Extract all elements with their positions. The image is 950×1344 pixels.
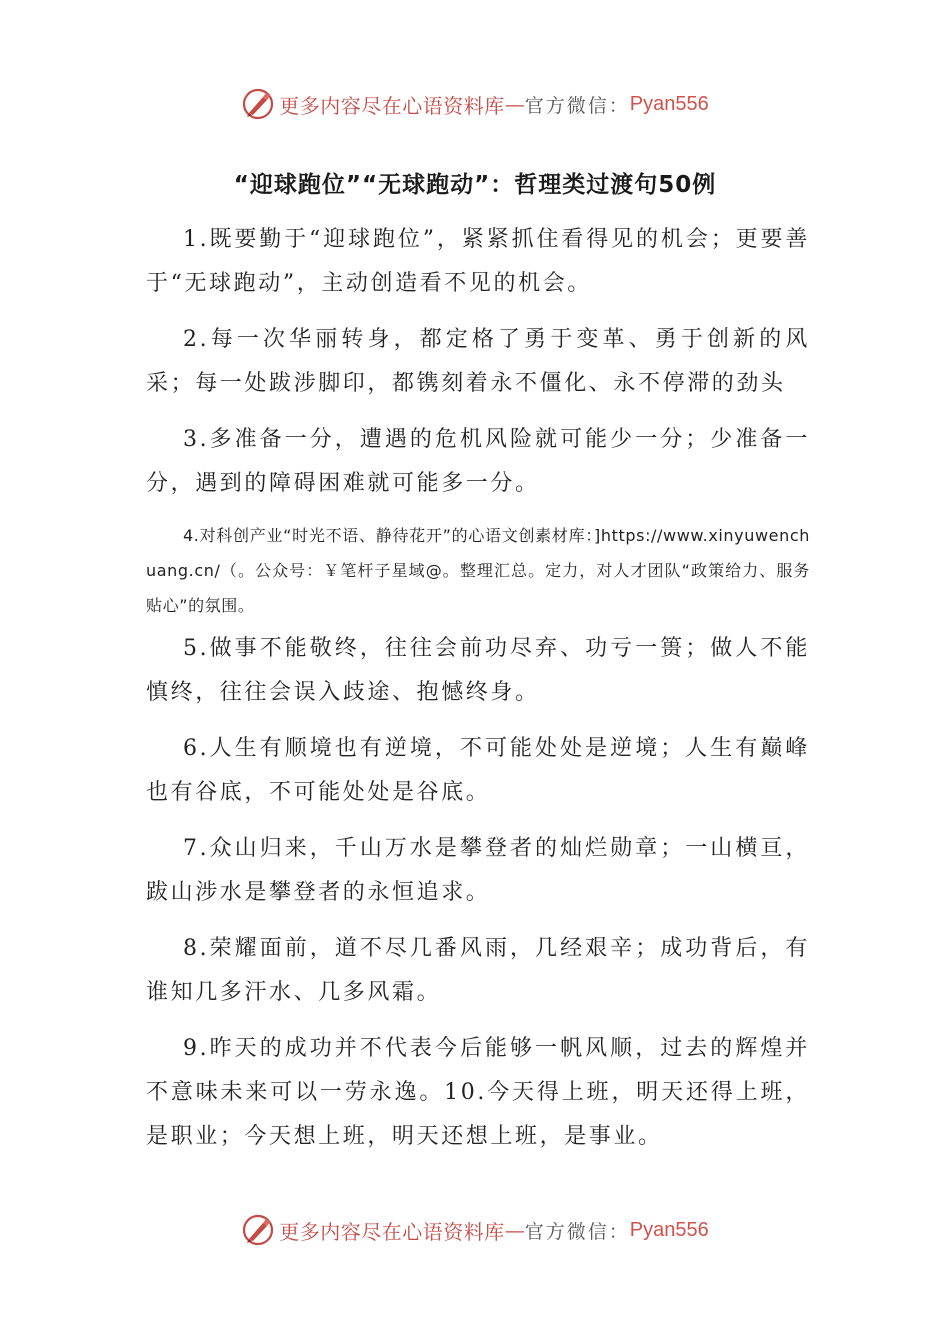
paragraph-6: 6.人生有顺境也有逆境，不可能处处是逆境；人生有巅峰也有谷底，不可能处处是谷底。 (146, 736, 810, 805)
banner-slogan: 更多内容尽在心语资料库 (279, 1219, 505, 1244)
document-body (146, 218, 810, 1171)
paragraph-9: 9.昨天的成功并不代表今后能够一帆风顺，过去的辉煌并不意味未来可以一劳永逸。10.今天得上班，明天还得上班，是职业；今天想上班，明天还想上班，是事业。 (146, 1036, 810, 1149)
banner-dash: — (504, 1218, 525, 1242)
banner-dash: — (504, 92, 525, 116)
paragraph-2: 2.每一次华丽转身，都定格了勇于变革、勇于创新的风采；每一处跋涉脚印，都镌刻着永不僵化、永不停滞的劲头 (146, 327, 810, 396)
header-banner (0, 84, 950, 124)
footer-banner (0, 1210, 950, 1250)
document-title: “迎球跑位”“无球跑动”：哲理类过渡句50例 (233, 172, 717, 198)
paragraph-5: 5.做事不能敬终，往往会前功尽弃、功亏一篑；做人不能慎终，往往会误入歧途、抱憾终身。 (146, 636, 810, 705)
paragraph-7: 7.众山归来，千山万水是攀登者的灿烂勋章；一山横亘，跋山涉水是攀登者的永恒追求。 (146, 836, 810, 905)
banner-official-label: 官方微信： (524, 1220, 630, 1243)
banner-wechat-id: Pyan556 (629, 92, 709, 115)
paragraph-1: 1.既要勤于“迎球跑位”，紧紧抓住看得见的机会；更要善于“无球跑动”，主动创造看不见的机会。 (146, 227, 810, 296)
paragraph-8: 8.荣耀面前，道不尽几番风雨，几经艰辛；成功背后，有谁知几多汗水、几多风霜。 (146, 936, 810, 1005)
banner-official-label: 官方微信： (524, 94, 630, 117)
paragraph-3: 3.多准备一分，遭遇的危机风险就可能少一分；少准备一分，遇到的障碍困难就可能多一分。 (146, 427, 810, 496)
pen-logo-icon (241, 87, 275, 121)
pen-logo-icon (241, 1213, 275, 1247)
paragraph-4: 4.对科创产业“时光不语、静待花开”的心语文创素材库：]https://www.xinyuwenchuang.cn/（。公众号：￥笔杆子星域@。整理汇总。定力，对人才团队“政策给力、服务贴心”的氛围。 (146, 526, 810, 615)
banner-slogan: 更多内容尽在心语资料库 (279, 93, 505, 118)
banner-wechat-id: Pyan556 (629, 1218, 709, 1241)
